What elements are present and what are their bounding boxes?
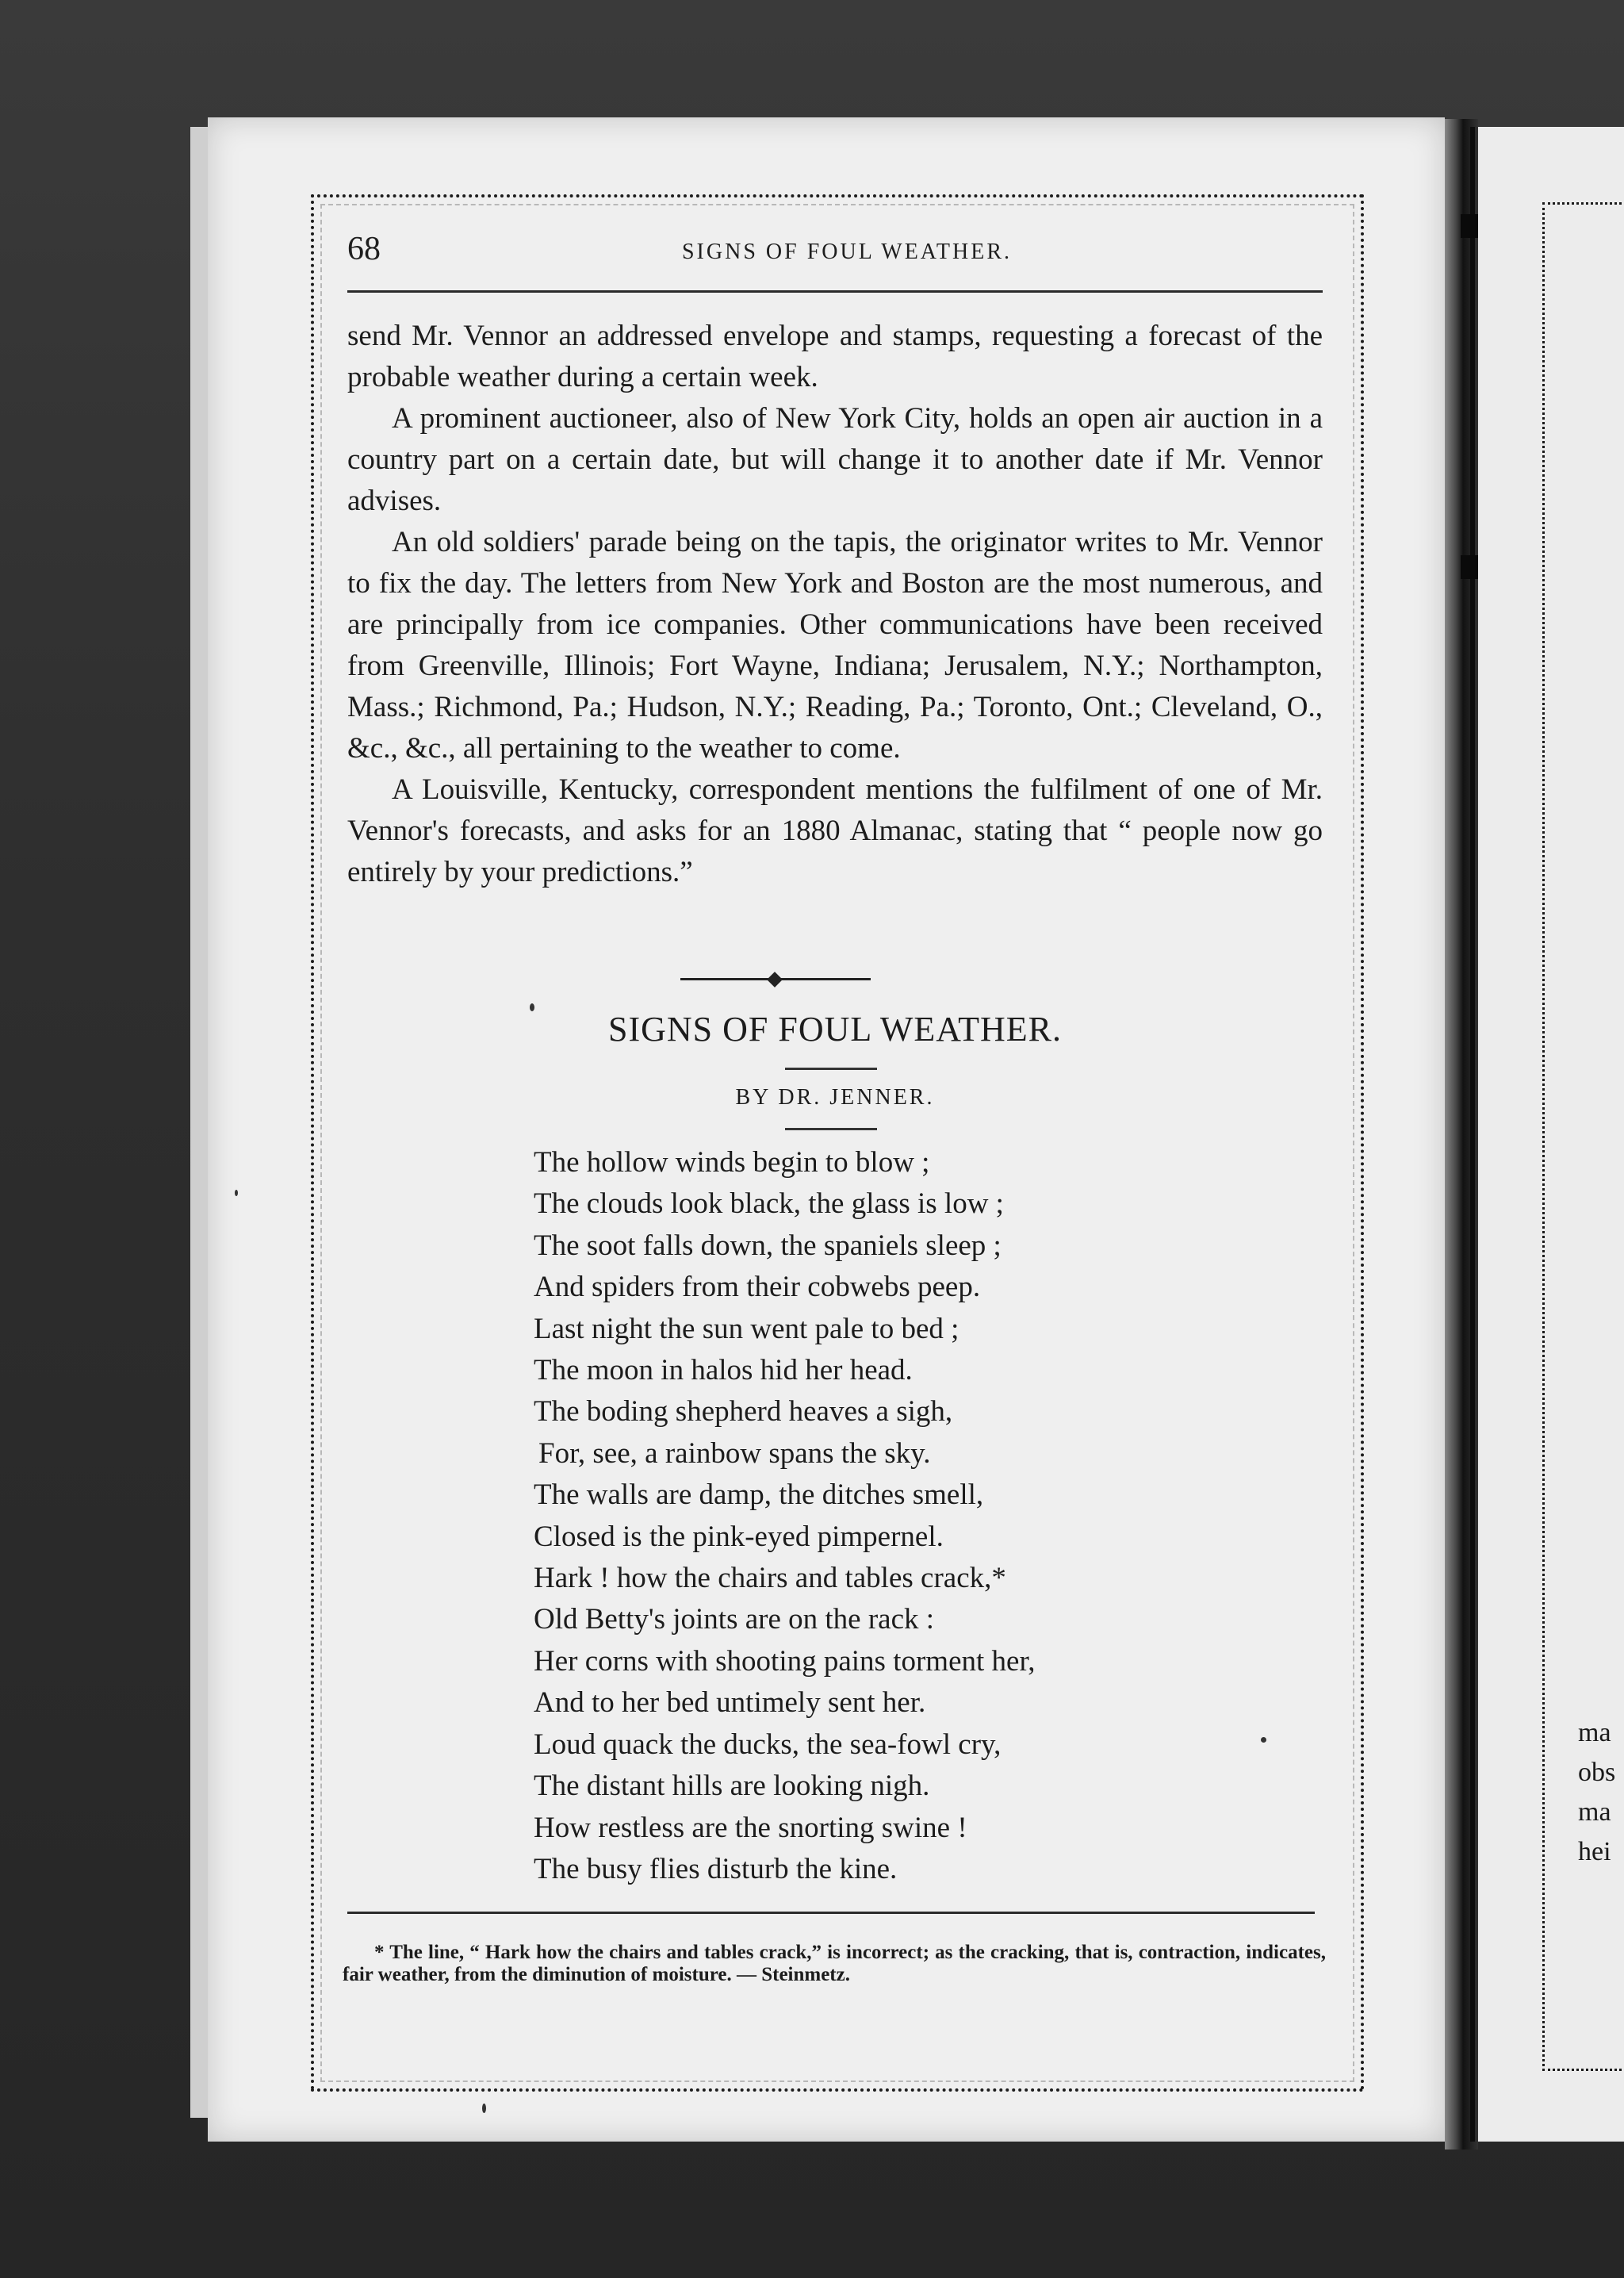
- footnote-rule: [347, 1912, 1315, 1914]
- poem-line: Old Betty's joints are on the rack :: [534, 1603, 935, 1636]
- poem-title: SIGNS OF FOUL WEATHER.: [607, 1010, 1063, 1049]
- running-head: SIGNS OF FOUL WEATHER.: [681, 240, 1013, 264]
- poem-line: How restless are the snorting swine !: [534, 1811, 967, 1844]
- poem-line: The boding shepherd heaves a sigh,: [534, 1395, 953, 1429]
- byline-rule: [785, 1128, 877, 1130]
- poem-line: Her corns with shooting pains torment her,: [534, 1644, 1036, 1678]
- poem-line: The hollow winds begin to blow ;: [534, 1146, 930, 1179]
- print-speck: [482, 2104, 486, 2113]
- right-page-fragment: ma: [1578, 1797, 1611, 1827]
- gutter-binding-line: [1470, 127, 1475, 2142]
- poem-body: [534, 1142, 1168, 1890]
- print-speck: [235, 1190, 238, 1196]
- paragraph: A Louisville, Kentucky, correspondent mentions the fulfilment of one of Mr. Vennor's forecasts, and asks for an 1880 Almanac, stating that “ people now go entirely by your predictions.”: [347, 773, 1323, 888]
- poem-byline: BY DR. JENNER.: [735, 1085, 935, 1110]
- poem-line: The soot falls down, the spaniels sleep ;: [534, 1229, 1002, 1262]
- poem-line: Last night the sun went pale to bed ;: [534, 1312, 959, 1345]
- footnote-text: * The line, “ Hark how the chairs and tables crack,” is incorrect; as the cracking, that is, contraction, indicates, fair weather, from the diminution of moisture. — Steinmetz.: [343, 1942, 1326, 1985]
- paragraph: An old soldiers' parade being on the tapis, the originator writes to Mr. Vennor to fix the day. The letters from New York and Boston are the most numerous, and are principally from ice companies. Other communications have been received from Greenville, Illinois; Fort Wayne, Indiana; Jerusalem, N.Y.; Northampton, Mass.; Richmond, Pa.; Hudson, N.Y.; Reading, Pa.; Toronto, Ont.; Cleveland, O., &c., &c., all pertaining to the weather to come.: [347, 526, 1323, 765]
- poem-line: The distant hills are looking nigh.: [534, 1770, 930, 1803]
- poem-line: The walls are damp, the ditches smell,: [534, 1478, 984, 1512]
- poem-line: For, see, a rainbow spans the sky.: [538, 1436, 931, 1470]
- page-header: [347, 230, 1323, 278]
- poem-line: The clouds look black, the glass is low ;: [534, 1187, 1004, 1221]
- title-rule: [785, 1068, 877, 1070]
- right-page-fragment: hei: [1578, 1837, 1611, 1866]
- paragraph: A prominent auctioneer, also of New York City, holds an open air auction in a country part on a certain date, but will change it to another date if Mr. Vennor advises.: [347, 402, 1323, 517]
- ornament-diamond: [767, 972, 783, 988]
- poem-line: Loud quack the ducks, the sea-fowl cry,: [534, 1728, 1002, 1761]
- body-text: [347, 316, 1323, 893]
- poem-line: And to her bed untimely sent her.: [534, 1686, 926, 1720]
- poem-line: The moon in halos hid her head.: [534, 1354, 913, 1387]
- poem-line: And spiders from their cobwebs peep.: [534, 1271, 981, 1304]
- poem-line: The busy flies disturb the kine.: [534, 1852, 898, 1885]
- page-number: 68: [347, 231, 381, 267]
- section-ornament: [680, 974, 871, 985]
- print-speck: [530, 1003, 534, 1011]
- poem-line: Hark ! how the chairs and tables crack,*: [534, 1562, 1006, 1595]
- poem-line: Closed is the pink-eyed pimpernel.: [534, 1520, 944, 1553]
- right-page-fragment: obs: [1578, 1758, 1616, 1787]
- header-rule: [347, 290, 1323, 293]
- right-page-fragment: ma: [1578, 1718, 1611, 1747]
- footnote: [343, 1942, 1326, 1986]
- print-speck: [1261, 1737, 1266, 1743]
- paragraph: send Mr. Vennor an addressed envelope and stamps, requesting a forecast of the probable weather during a certain week.: [347, 320, 1323, 393]
